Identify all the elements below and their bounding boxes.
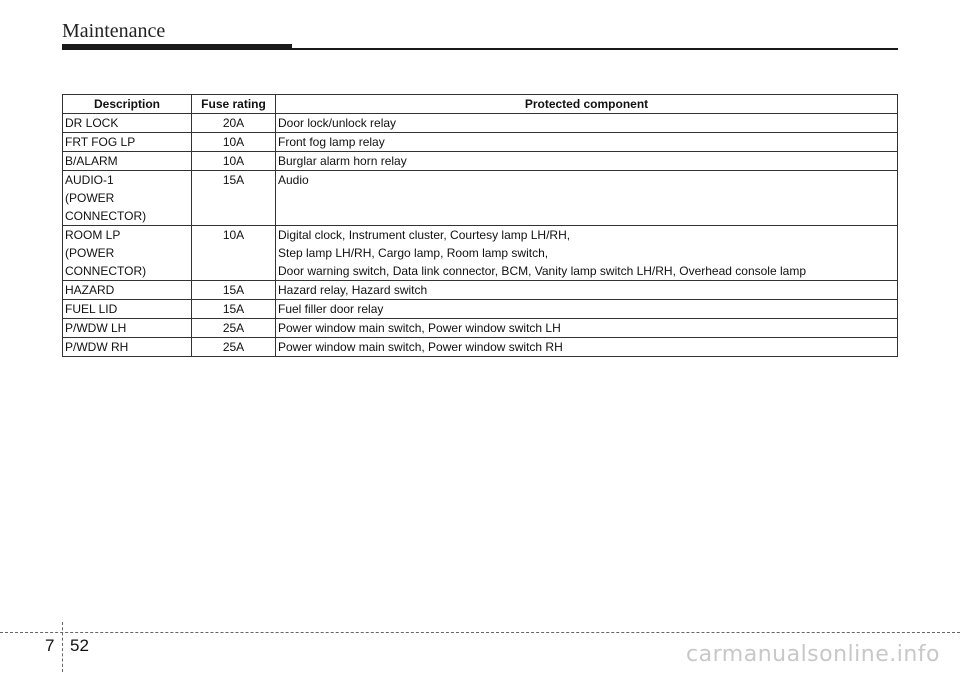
cell-protected-component [276,300,898,319]
description-line: FRT FOG LP [65,135,136,149]
watermark: carmanualsonline.info [686,642,940,667]
cell-protected-component [276,338,898,357]
cell-description [63,226,192,281]
cell-fuse-rating: 20A [192,114,276,133]
description-line: ROOM LP [65,228,121,242]
description-line: P/WDW RH [65,340,129,354]
description-line: (POWER [65,246,115,260]
cell-protected-component [276,114,898,133]
column-header-description: Description [63,95,192,114]
cell-description [63,300,192,319]
footer-divider [62,622,63,672]
table-body [63,114,898,357]
component-line: Door warning switch, Data link connector, BCM, Vanity lamp switch LH/RH, Overhead console lamp [278,264,806,278]
description-line: DR LOCK [65,116,119,130]
table-row [63,319,898,338]
cell-description [63,133,192,152]
cell-description [63,338,192,357]
component-line: Power window main switch, Power window switch RH [278,340,563,354]
page-number: 52 [70,636,89,655]
header-rule [62,48,898,50]
footer-rule [0,632,960,633]
cell-fuse-rating: 15A [192,281,276,300]
description-line: CONNECTOR) [65,264,147,278]
cell-fuse-rating: 25A [192,319,276,338]
component-line: Burglar alarm horn relay [278,154,407,168]
table-row [63,152,898,171]
cell-fuse-rating: 25A [192,338,276,357]
description-line: CONNECTOR) [65,209,147,223]
cell-fuse-rating: 10A [192,152,276,171]
cell-fuse-rating: 10A [192,133,276,152]
cell-fuse-rating: 15A [192,171,276,226]
table-row [63,338,898,357]
component-line: Digital clock, Instrument cluster, Courtesy lamp LH/RH, [278,228,571,242]
component-line: Step lamp LH/RH, Cargo lamp, Room lamp switch, [278,246,549,260]
cell-fuse-rating: 15A [192,300,276,319]
description-line: B/ALARM [65,154,118,168]
description-line: P/WDW LH [65,321,127,335]
description-line: HAZARD [65,283,115,297]
cell-protected-component [276,152,898,171]
cell-description [63,281,192,300]
chapter-number: 7 [45,636,55,655]
table-row [63,300,898,319]
column-header-protected-component: Protected component [276,95,898,114]
cell-description [63,319,192,338]
column-header-fuse-rating: Fuse rating [192,95,276,114]
table-row [63,171,898,226]
table-row [63,281,898,300]
component-line: Fuel filler door relay [278,302,384,316]
fuse-table [62,94,898,357]
component-line: Audio [278,173,309,187]
cell-protected-component [276,319,898,338]
cell-protected-component [276,171,898,226]
description-line: AUDIO-1 [65,173,114,187]
cell-description [63,152,192,171]
table-row [63,226,898,281]
table-header-row [63,95,898,114]
section-title: Maintenance [62,20,166,42]
table-row [63,133,898,152]
cell-description [63,114,192,133]
component-line: Hazard relay, Hazard switch [278,283,428,297]
description-line: FUEL LID [65,302,118,316]
component-line: Power window main switch, Power window switch LH [278,321,561,335]
cell-protected-component [276,133,898,152]
table-row [63,114,898,133]
description-line: (POWER [65,191,115,205]
component-line: Front fog lamp relay [278,135,385,149]
cell-description [63,171,192,226]
cell-fuse-rating: 10A [192,226,276,281]
cell-protected-component [276,226,898,281]
component-line: Door lock/unlock relay [278,116,397,130]
cell-protected-component [276,281,898,300]
